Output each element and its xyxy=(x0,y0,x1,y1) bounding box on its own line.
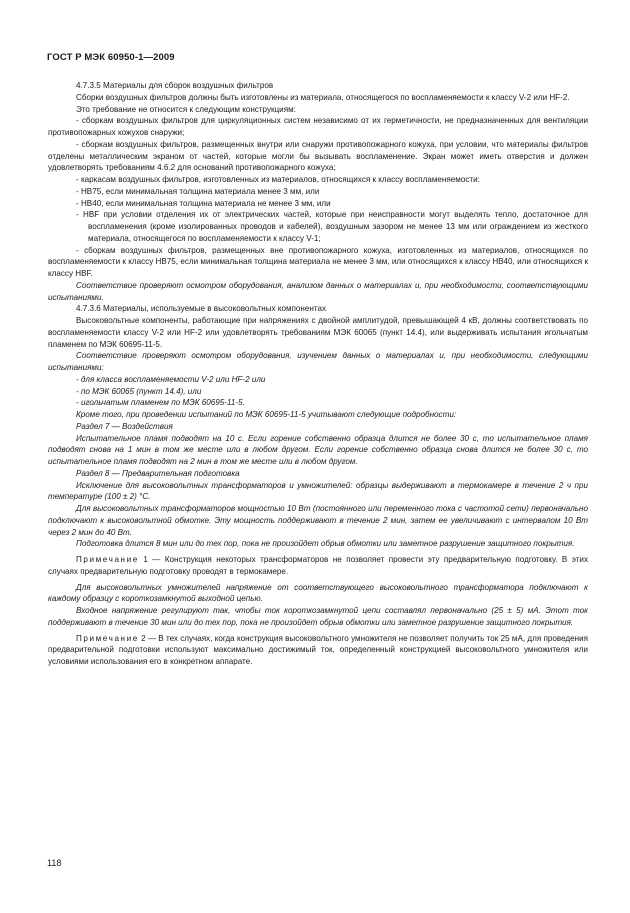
paragraph xyxy=(48,433,588,468)
paragraph-text: - HBF при условии отделения их от электрических частей, которые при неисправности могут выделять тепло, достаточное для воспламенения (кроме изолированных проводов и кабелей), воздушным зазором не менее 13 мм или ограждением из жесткого материала, относящегося по воспламеняемости к классу V-1; xyxy=(76,210,588,243)
note-label: Примечание xyxy=(76,555,139,564)
paragraph xyxy=(48,605,588,629)
paragraph-text: Раздел 7 — Воздействия xyxy=(76,421,173,431)
paragraph xyxy=(48,397,588,409)
paragraph-text: 4.7.3.6 Материалы, используемые в высоковольтных компонентах xyxy=(76,304,327,314)
paragraph-text: - HB40, если минимальная толщина материала не менее 3 мм, или xyxy=(76,198,331,208)
paragraph xyxy=(48,209,588,244)
paragraph-text: 4.7.3.5 Материалы для сборок воздушных фильтров xyxy=(76,81,274,90)
paragraph-text: Испытательное пламя подводят на 10 с. Если горение собственно образца длится не более 30 с, то испытательное пламя подводят снова на 1 мин в том же месте или в любом другом. Если горение собственно образца снова длится не более 30 с, то испытательное пламя подводят на 2 мин в том же месте или в любом другом. xyxy=(48,433,588,466)
paragraph-text: Это требование не относится к следующим конструкциям: xyxy=(76,104,296,114)
paragraph xyxy=(48,198,588,210)
paragraph xyxy=(48,186,588,198)
paragraph-text: Для высоковольтных умножителей напряжение от соответствующего высоковольтного трансформатора подключают к каждому образцу с короткозамкнутой выходной цепью. xyxy=(48,582,588,604)
paragraph xyxy=(48,503,588,538)
paragraph xyxy=(48,92,588,104)
paragraph xyxy=(48,468,588,480)
paragraph-text: Раздел 8 — Предварительная подготовка xyxy=(76,468,240,478)
paragraph-text: - сборкам воздушных фильтров для циркуляционных систем независимо от их герметичности, не предназначенных для вентиляции противопожарных кожухов снаружи; xyxy=(48,116,588,137)
paragraph-text: - каркасам воздушных фильтров, изготовленных из материалов, относящихся к классу воспламеняемости: xyxy=(76,175,480,184)
paragraph xyxy=(48,315,588,350)
paragraph-text: Входное напряжение регулируют так, чтобы ток короткозамкнутой цепи составлял первоначально (25 ± 5) мА. Этот ток поддерживают в течение 30 мин или до тех пор, пока не произойдет обрыв обмотки или заметное разрушение защитного покрытия. xyxy=(48,606,588,627)
paragraph-text: - по МЭК 60065 (пункт 14.4), или xyxy=(76,386,202,396)
paragraph xyxy=(48,280,588,304)
paragraph xyxy=(48,104,588,116)
paragraph xyxy=(48,386,588,398)
paragraph-text: Подготовка длится 8 мин или до тех пор, пока не произойдет обрыв обмотки или заметное разрушение защитного покрытия. xyxy=(76,539,575,549)
paragraph-text: - сборкам воздушных фильтров, размещенных внутри или снаружи противопожарного кожуха, при условии, что материалы фильтров отделены металлическим экраном от частей, которые могли бы вызывать воспламенение. Экран может иметь отверстия и должен удовлетворять требованиям 4.6.2 для оснований противопожарного кожуха; xyxy=(48,139,588,173)
paragraph-text: Исключение для высоковольтных трансформаторов и умножителей: образцы выдерживают в термокамере в течение 2 ч при температуре (100 ± 2) °С. xyxy=(48,480,588,502)
document-header: ГОСТ Р МЭК 60950-1—2009 xyxy=(47,52,175,63)
paragraph xyxy=(48,303,588,315)
paragraph xyxy=(48,480,588,504)
paragraph-text: - HB75, если минимальная толщина материала менее 3 мм, или xyxy=(76,186,320,196)
paragraph-text: Кроме того, при проведении испытаний по МЭК 60695-11-5 учитывают следующие подробности: xyxy=(76,410,457,419)
paragraph xyxy=(48,245,588,280)
note-paragraph xyxy=(48,633,588,668)
note-paragraph xyxy=(48,554,588,578)
paragraph-text: Высоковольтные компоненты, работающие при напряжениях с двойной амплитудой, превышающей 4 кВ, должны соответствовать по воспламеняемости классу V-2 или HF-2 или удовлетворять требованиям МЭК 60065 (пункт 14.4), или выдерживать испытания игольчатым пламенем по МЭК 60695-11-5. xyxy=(48,316,588,349)
paragraph xyxy=(48,582,588,606)
document-body xyxy=(48,80,588,668)
paragraph-text: - сборкам воздушных фильтров, размещенных вне противопожарного кожуха, изготовленных из материалов, относящихся по воспламеняемости к классу HB75, если минимальная толщина материала не менее 3 мм, или относящихся к классу HB40, или относящихся к классу HBF. xyxy=(48,245,588,278)
paragraph xyxy=(48,80,588,92)
paragraph-text: Для высоковольтных трансформаторов мощностью 10 Вт (постоянного или переменного тока с частотой сети) первоначально подключают к высоковольтной обмотке. Эту мощность поддерживают в течение 2 мин, затем ее увеличивают с интервалом 10 Вт через 2 мин до 40 Вт. xyxy=(48,504,588,537)
paragraph xyxy=(48,421,588,433)
page-number: 118 xyxy=(47,858,62,868)
paragraph xyxy=(48,115,588,139)
paragraph xyxy=(48,350,588,374)
paragraph xyxy=(48,374,588,386)
paragraph-text: Соответствие проверяют осмотром оборудования, изучением данных о материалах и, при необходимости, следующими испытаниями: xyxy=(48,351,588,372)
paragraph-text: - для класса воспламеняемости V-2 или HF-2 или xyxy=(76,374,266,384)
paragraph-text: 2 — В тех случаях, когда конструкция высоковольтного умножителя не позволяет получить ток 25 мА, для проведения предварительной подготовки используют максимально достижимый ток, определенный конструкцией высоковольтного умножителя или условиями использования его в конкретном аппарате. xyxy=(48,633,588,666)
paragraph-text: 1 — Конструкция некоторых трансформаторов не позволяет провести эту предварительную подготовку. В этих случаях предварительную подготовку проводят в термокамере. xyxy=(48,555,588,576)
paragraph-text: Соответствие проверяют осмотром оборудования, анализом данных о материалах и, при необходимости, соответствующими испытаниями. xyxy=(48,280,588,302)
paragraph-text: Сборки воздушных фильтров должны быть изготовлены из материала, относящегося по воспламеняемости к классу V-2 или HF-2. xyxy=(76,92,570,102)
paragraph xyxy=(48,174,588,186)
paragraph xyxy=(48,139,588,174)
paragraph-text: - игольчатым пламенем по МЭК 60695-11-5. xyxy=(76,398,245,408)
paragraph xyxy=(48,538,588,550)
note-label: Примечание xyxy=(76,633,139,643)
paragraph xyxy=(48,409,588,421)
